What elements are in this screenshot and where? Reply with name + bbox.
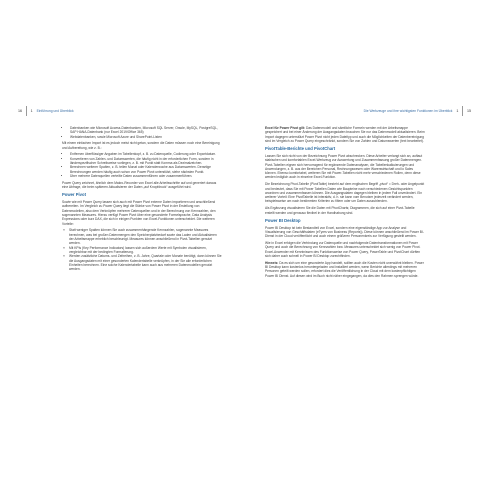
list-item: » Mit KPIs (Key Performance Indicators) lassen sich außerdem Werte mit Symbolen visualisieren, vergleichbar mit der bedingten Formatierung. bbox=[69, 246, 222, 255]
section-heading-power-bi: Power BI Desktop bbox=[265, 217, 301, 223]
paragraph: Wie in Excel erfolgen die Verbindung zur Datenquelle und nachfolgende Datentransformationen mit Power Query und auch die Berechnung von Kennzahlen bzw. Measures unterscheidet sich wenig von Power Pivot. Excel-Anwender mit Kenntnissen des Funktionsweise von Power Query, PowerTable und PivotChart dürften sich daher auch schnell in Power BI Desktop zurechtfinden. bbox=[265, 241, 421, 258]
list-item: • Datenbanken wie Microsoft Access-Datenbanken, Microsoft SQL Server, Oracle, MySQL, PostgreSQL, SAP HANA-Datenbank (nur Excel 2019/Office 365) bbox=[70, 126, 222, 135]
list-item: • Konvertieren von Zahlen- und Datumswerten, die häufig nicht in der erforderlichen Form, sondern in länderspezifischer Schreibweise vorliegen, z. B. mit Punkt statt Komma als Dezimalzeichen. bbox=[70, 157, 222, 166]
paragraph-text: Das Datenmodell und sämtliche Formeln werden mit der Arbeitsmappe gespeichert und bei einer Änderung der Ausgangsdaten brauchen Sie nur das Datenmodell aktualisieren. Beim Import dagegen unterstützt Power Pivot nicht jeden Dateityp und auch die Möglichkeiten der Datenbereinigung sind im Vergleich zu Power Query eingeschränkt, sondern Sie von Zahlen und Datumswerten (text bearbeitet). bbox=[265, 126, 425, 143]
paragraph bbox=[265, 261, 425, 278]
left-text-column bbox=[62, 126, 222, 274]
section-heading-pivottable: PivotTable-Berichte und PivotChart bbox=[265, 146, 336, 152]
paragraph bbox=[265, 126, 425, 143]
section-heading-power-pivot: Power Pivot bbox=[62, 192, 86, 198]
paragraph: Die Bezeichnung Pivot-Tabelle (PivotTable) besteht auf dem englischen Begriff „pivot“ = Dreh- oder Angelpunkt und bedeutet, dass Sie mit Power Tabellen Daten wie Baupteine nach verschiedenen Gesichtspunkten anordnen und zusammenfassen können. Die Ausgangsdaten dagegen bleiben in jedem Fall unverändert. Ein weiterer Vorteil: Eine PivotTabelle ist interaktiv, d. h. sie kann vom Benutzer jederzeit verändert werden, beispielsweise um nach bestimmten Kriterien zu filtern oder um Daten auszublenden. bbox=[265, 182, 425, 204]
advantages-list bbox=[62, 228, 222, 271]
list-item: » Statt weniger Spalten können Sie auch zusammenhängende Kennzahlen, sogenannte Measures berechnen, was bei großen Datenmengen den Speicherplatzbedarf sowie das Laden und Aktualisieren der Arbeitsmappe erheblich beschleunigt. Measures können anschließend in Pivot-Tabellen genutzt werden. bbox=[69, 228, 222, 245]
paragraph: Power BI Desktop ist kein Bestandteil von Excel, sondern eine eigenständige App zur Analyse und Visualisierung von Geschäftsdaten (eTyres von Business (Reports)). Diese können anschließend im Power BI-Dienst in der Cloud veröffentlicht und auch einem größeren Personenkreis zur Verfügung gestellt werden. bbox=[265, 225, 424, 239]
header-divider bbox=[26, 106, 27, 116]
paragraph: Mit einem einfachen Import ist es jedoch meist nicht getan, sondern die Daten müssen noch eine Bereinigung und Aufbereitung, wie z. B.: bbox=[62, 141, 220, 150]
left-chapter-number: 1 bbox=[30, 109, 33, 113]
bold-lead: Excel für Power Pivot gilt: bbox=[265, 126, 306, 130]
right-page-header bbox=[261, 104, 471, 118]
cleanup-list bbox=[62, 152, 222, 178]
left-running-header: Einführung und Überblick bbox=[36, 109, 74, 113]
list-item: • Über mehrere Datenquellen verteilte Daten zusammenführen oder zusammenführen. bbox=[70, 174, 222, 178]
bold-lead: Hinweis: bbox=[265, 260, 279, 265]
left-page bbox=[0, 0, 244, 489]
left-page-number: 16 bbox=[18, 109, 22, 113]
left-page-header bbox=[18, 104, 228, 118]
header-divider bbox=[462, 106, 463, 116]
paragraph-text: Da es sich um eine gesonderte App handelt, sollten auch die Kosten nicht unerwähnt bleiben. Power BI Desktop kann kostenlos heruntergeladen und installiert werden, wenn Berichte allerdings mit mehreren Personen geteilt werden sollen, erfordert dies die Veröffentlichung in der Cloud mit dem kostenpflichtigen Power BI Dienst. Auf diesen wird im Buch nicht näher eingegangen, da dies den Rahmen sprengen würde. bbox=[265, 260, 424, 278]
paragraph: Als Ergänzung visualisieren Sie die Daten mit PivotCharts; Diagrammen, die sich auf einer Pivot-Tabelle erstellt werden und genauso flexibel in der Handhabung sind. bbox=[265, 206, 415, 215]
right-running-header: Die Werkzeuge und ihre wichtigsten Funktionen im Überblick bbox=[363, 109, 453, 113]
right-page bbox=[245, 0, 489, 489]
right-text-column bbox=[265, 126, 425, 280]
list-item: » Werden zusätzliche Datums- und Zeitreihen, z. B. Jahre, Quartale oder Monate benötigt, dann können Sie die Ausgangsdaten mit einer gesonderten Kalendertabelle verknüpfen, in der Sie alle erforderlichen Einheiten berechnen. Eine solche Kalendertabelle kann auch aus mehreren Datenmodellen genutzt werden. bbox=[69, 254, 222, 271]
paragraph: Sowie wie mit Power Query lassen sich auch mit Power Pivot externe Daten importieren und anschließend aufbereiten. Im Vergleich zu Power Query liegt die Stärke von Power Pivot in der Erstellung von Datenmodellen, also dem Verknüpfen mehrerer Datenquellen und in der Berechnung von Kennzahlen, den sogenannten Measures. Hierzu verfügt Power Pivot über eine gesonderte Formelsprache, Data Analysis Expressions oder kurz DAX, die sich in einigen Punkten von Excel-Funktionen unterscheidet. Die weiteren Vorteile: bbox=[62, 200, 216, 226]
paragraph: Power Query zeichnet, ähnlich dem Makro-Recorder von Excel alle Arbeitsschritte auf und generiert daraus eine Abfrage, die beim späteren Aktualisieren der Daten „auf Knopfdruck“ ausgeführt wird. bbox=[62, 180, 217, 190]
list-item: • Webdatenbanken, sowie Microsoft Azure und SharePoint-Listen bbox=[70, 135, 222, 139]
list-item: • Berechnen weiterer Spalten, z. B. teilen Monat oder Kalenderwoche aus Datumswerten. Derartige Berechnungen werden häufig auch schon von Power Pivot unterstützt, siehe nächsten Punkt. bbox=[70, 165, 222, 174]
right-page-number: 15 bbox=[467, 109, 471, 113]
list-item: • Entfernen überflüssiger Angaben im Tabellenkopf, z. B. zu Datenquelle, Codierung oder Exportdatum. bbox=[70, 152, 222, 156]
right-chapter-number: 1 bbox=[456, 109, 459, 113]
source-list bbox=[62, 126, 222, 139]
paragraph: Lassen Sie sich nicht von der Bezeichnung Power Pivot abschrecken. Diese Arbeiter verlangt sich an, auftaut stabischen und komfortablen Excel-Werkzeug zur Auswertung und Zusammenfassung großer Datenmengen. Pivot-Tabellen eignen sich hervorragend für ergänzende Datenanalysen, die Tabellenkalkuierungen und Anwendungen, z. B. aus der Bereichen Personal, Rechnungswesen oder Warenwirtschaft und lo Sales können. Ebenso komfortabel, weiteren Sie mit Power-Tabellen nicht mehr verschiedenen Rollen, denn diese werden lediglich auch in einzelne Excel-Funktion. bbox=[265, 153, 423, 180]
